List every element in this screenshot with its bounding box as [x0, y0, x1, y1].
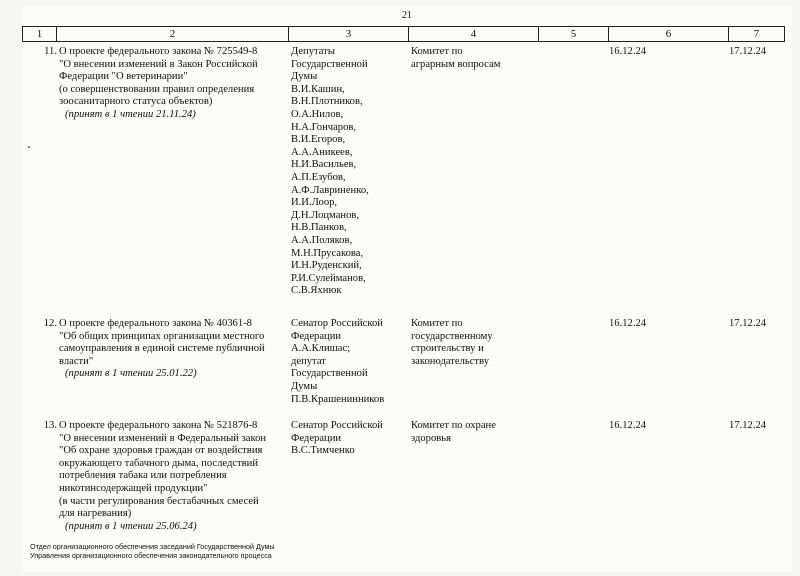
row-number [23, 46, 57, 59]
author-line: Федерации [291, 330, 342, 342]
bill-title-line: Федерации "О ветеринарии" [59, 71, 188, 83]
committee-line: Комитет по [411, 318, 463, 329]
bill-title-line: власти" [59, 355, 94, 367]
author-line: Думы [291, 380, 318, 392]
bill-title-line: никотинсодержащей продукции" [59, 482, 208, 494]
row-number [23, 420, 57, 433]
author-line: И.Н.Руденский, [291, 260, 362, 272]
document-page [22, 6, 792, 572]
committee-line: строительству и [411, 343, 484, 355]
bill-title-line: окружающего табачного дыма, последствий [59, 457, 259, 469]
scan-speck [28, 146, 30, 148]
author-line: А.П.Езубов, [291, 171, 346, 183]
column-header-2: 2 [57, 27, 289, 42]
date-column-7 [729, 420, 785, 433]
committee-cell [411, 420, 541, 445]
column-header-1: 1 [23, 27, 57, 42]
author-line: Н.А.Гончаров, [291, 121, 357, 133]
bill-title-line: О проекте федерального закона № 725549-8 [59, 46, 258, 57]
date-column-7 [729, 318, 785, 331]
author-line: С.В.Яхнюк [291, 285, 342, 297]
committee-line: аграрным вопросам [411, 58, 501, 70]
bill-title-line: "Об охране здоровья граждан от воздействия [59, 445, 263, 457]
column-header-6: 6 [609, 27, 729, 42]
footer-line: Управления организационного обеспечения законодательного процесса [30, 551, 272, 560]
author-line: И.И.Лоор, [291, 197, 338, 209]
bill-title-line: (о совершенствовании правил определения [59, 83, 255, 95]
page-number: 21 [402, 10, 412, 21]
author-line: Государственной [291, 58, 368, 70]
bill-title-line: зоосанитарного статуса объектов) [59, 96, 213, 108]
date-text: 17.12.24 [729, 420, 767, 431]
author-line: Депутаты [291, 46, 335, 57]
author-line: Сенатор Российской [291, 420, 383, 431]
bill-title-line: О проекте федерального закона № 521876-8 [59, 420, 258, 431]
authors-cell [291, 420, 403, 458]
committee-line: государственному [411, 330, 493, 342]
author-line: А.Ф.Лавриненко, [291, 184, 369, 196]
author-line: М.Н.Прусакова, [291, 247, 364, 259]
column-header-7: 7 [729, 27, 785, 42]
footer-line: Отдел организационного обеспечения заседаний Государственной Думы [30, 542, 275, 551]
author-line: Государственной [291, 368, 368, 380]
bill-title-line: "О внесении изменений в Федеральный закон [59, 432, 267, 444]
authors-cell [291, 46, 403, 298]
date-text: 16.12.24 [609, 46, 647, 57]
committee-line: Комитет по охране [411, 420, 496, 431]
author-line: Думы [291, 71, 318, 83]
committee-line: законодательству [411, 355, 489, 367]
author-line: В.И.Кашин, [291, 83, 345, 95]
author-line: О.А.Нилов, [291, 108, 344, 120]
author-line: А.А.Аникеев, [291, 146, 353, 158]
committee-line: здоровья [411, 432, 451, 444]
bill-title-line: "О внесении изменений в Закон Российской [59, 58, 258, 70]
reading-status: (принят в 1 чтении 21.11.24) [65, 108, 196, 120]
bill-title-line: самоуправления в единой системе публичной [59, 343, 265, 355]
committee-line: Комитет по [411, 46, 463, 57]
bill-title-line: (в части регулирования бестабачных смесей [59, 495, 259, 507]
date-text: 16.12.24 [609, 420, 647, 431]
column-header-5: 5 [539, 27, 609, 42]
date-text: 17.12.24 [729, 318, 767, 329]
bill-title-line: О проекте федерального закона № 40361-8 [59, 318, 252, 329]
bill-title-line: "Об общих принципах организации местного [59, 330, 265, 342]
row-number [23, 318, 57, 331]
column-header-3: 3 [289, 27, 409, 42]
author-line: В.С.Тимченко [291, 445, 355, 457]
reading-status: (принят в 1 чтении 25.01.22) [65, 368, 197, 380]
author-line: Федерации [291, 432, 342, 444]
row-number-text: 11. [44, 46, 57, 57]
bill-title-cell [59, 420, 285, 533]
author-line: П.В.Крашенинников [291, 393, 385, 405]
author-line: А.А.Поляков, [291, 234, 353, 246]
bill-title-line: для нагревания) [59, 508, 132, 520]
date-column-6 [609, 420, 699, 433]
bill-title-cell [59, 318, 285, 381]
date-text: 17.12.24 [729, 46, 767, 57]
author-line: Сенатор Российской [291, 318, 383, 329]
author-line: Д.Н.Лоцманов, [291, 209, 360, 221]
footer [30, 542, 275, 560]
author-line: Н.И.Васильев, [291, 159, 357, 171]
committee-cell [411, 318, 541, 368]
bill-title-cell [59, 46, 285, 122]
reading-status: (принят в 1 чтении 25.06.24) [65, 520, 197, 532]
author-line: В.Н.Плотников, [291, 96, 363, 108]
authors-cell [291, 318, 403, 406]
author-line: А.А.Клишас; [291, 343, 351, 355]
author-line: Р.И.Сулейманов, [291, 272, 366, 284]
author-line: депутат [291, 355, 326, 367]
row-number-text: 13. [43, 420, 57, 431]
column-header-row [22, 26, 785, 42]
date-column-6 [609, 46, 699, 59]
bill-title-line: потребления табака или потребления [59, 470, 227, 482]
date-text: 16.12.24 [609, 318, 647, 329]
committee-cell [411, 46, 541, 71]
author-line: В.И.Егоров, [291, 134, 346, 146]
date-column-6 [609, 318, 699, 331]
author-line: Н.В.Панков, [291, 222, 347, 234]
column-header-4: 4 [409, 27, 539, 42]
row-number-text: 12. [43, 318, 57, 329]
date-column-7 [729, 46, 785, 59]
